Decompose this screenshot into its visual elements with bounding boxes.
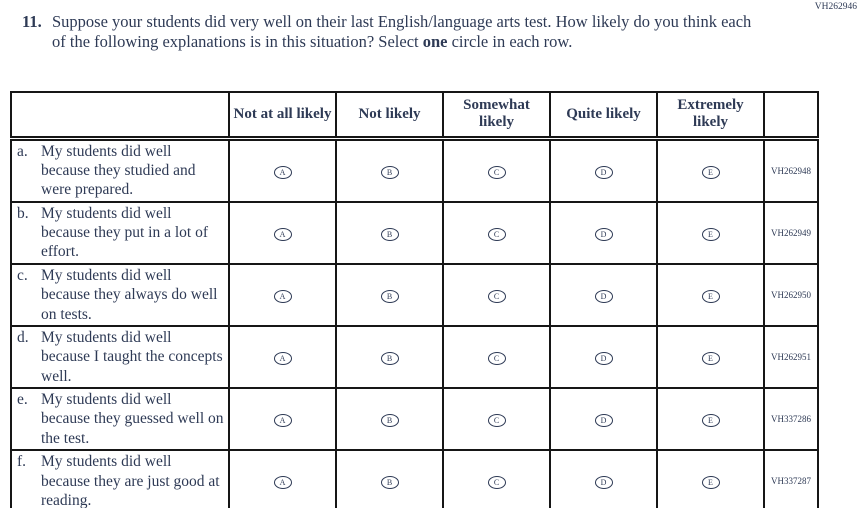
answer-circle-c-C[interactable]: C (488, 290, 506, 303)
statement-cell (11, 388, 229, 450)
answer-circle-d-B[interactable]: B (381, 352, 399, 365)
option-cell (550, 138, 657, 202)
option-cell (336, 138, 443, 202)
option-cell (229, 264, 336, 326)
answer-circle-d-E[interactable]: E (702, 352, 720, 365)
answer-circle-f-B[interactable]: B (381, 476, 399, 489)
answer-circle-d-D[interactable]: D (595, 352, 613, 365)
statement-cell (11, 326, 229, 388)
option-cell (443, 202, 550, 264)
row-item-code: VH262949 (764, 202, 818, 264)
option-cell (336, 202, 443, 264)
answer-circle-e-D[interactable]: D (595, 414, 613, 427)
option-cell (550, 450, 657, 508)
option-cell (336, 450, 443, 508)
header-statement-blank (11, 92, 229, 138)
answer-circle-f-C[interactable]: C (488, 476, 506, 489)
option-cell (229, 450, 336, 508)
row-statement: My students did well because they always do well on tests. (41, 266, 218, 323)
col-header-somewhat-likely: Somewhat likely (443, 92, 550, 138)
row-item-code: VH262948 (764, 138, 818, 202)
table-row-d (11, 326, 818, 388)
row-letter: c. (17, 266, 28, 284)
option-cell (550, 264, 657, 326)
option-cell (336, 388, 443, 450)
option-cell (443, 388, 550, 450)
option-cell (550, 202, 657, 264)
answer-circle-d-C[interactable]: C (488, 352, 506, 365)
option-cell (550, 326, 657, 388)
option-cell (657, 264, 764, 326)
option-cell (657, 450, 764, 508)
answer-circle-e-C[interactable]: C (488, 414, 506, 427)
statement-cell (11, 138, 229, 202)
answer-circle-b-E[interactable]: E (702, 228, 720, 241)
statement-cell (11, 202, 229, 264)
row-statement: My students did well because they guessed well on the test. (41, 391, 224, 447)
answer-circle-c-B[interactable]: B (381, 290, 399, 303)
option-cell (550, 388, 657, 450)
question-text-main: Suppose your students did very well on their last English/language arts test. How likely do you think each of the following explanations is in this situation? Select (52, 12, 752, 52)
row-letter: a. (17, 142, 28, 160)
col-header-not-likely: Not likely (336, 92, 443, 138)
row-item-code: VH337286 (764, 388, 818, 450)
row-statement: My students did well because they studied and were prepared. (41, 142, 196, 199)
answer-circle-a-D[interactable]: D (595, 166, 613, 179)
row-letter: e. (17, 391, 28, 408)
header-row (11, 92, 818, 138)
row-item-code: VH262950 (764, 264, 818, 326)
option-cell (657, 202, 764, 264)
option-cell (229, 202, 336, 264)
table-row-f (11, 450, 818, 508)
answer-circle-c-D[interactable]: D (595, 290, 613, 303)
statement-cell (11, 264, 229, 326)
option-cell (443, 450, 550, 508)
row-statement: My students did well because I taught the concepts well. (41, 328, 223, 385)
option-cell (229, 138, 336, 202)
row-item-code: VH262951 (764, 326, 818, 388)
option-cell (229, 326, 336, 388)
answer-circle-c-A[interactable]: A (274, 290, 292, 303)
table-row-b (11, 202, 818, 264)
option-cell (229, 388, 336, 450)
option-cell (657, 138, 764, 202)
answer-circle-a-A[interactable]: A (274, 166, 292, 179)
col-header-quite-likely: Quite likely (550, 92, 657, 138)
header-code-blank (764, 92, 818, 138)
question-text-suffix: circle in each row. (447, 32, 573, 52)
option-cell (657, 388, 764, 450)
row-statement: My students did well because they are just good at reading. (41, 453, 220, 508)
row-letter: f. (17, 453, 27, 471)
answer-circle-a-E[interactable]: E (702, 166, 720, 179)
option-cell (336, 326, 443, 388)
answer-circle-b-D[interactable]: D (595, 228, 613, 241)
answer-circle-d-A[interactable]: A (274, 352, 292, 365)
option-cell (443, 138, 550, 202)
row-item-code: VH337287 (764, 450, 818, 508)
answer-circle-f-E[interactable]: E (702, 476, 720, 489)
answer-circle-c-E[interactable]: E (702, 290, 720, 303)
answer-circle-e-A[interactable]: A (274, 414, 292, 427)
answer-circle-b-A[interactable]: A (274, 228, 292, 241)
answer-circle-f-A[interactable]: A (274, 476, 292, 489)
page-item-code: VH262946 (814, 2, 857, 12)
answer-circle-a-C[interactable]: C (488, 166, 506, 179)
answer-circle-f-D[interactable]: D (595, 476, 613, 489)
question-text-emphasis: one (422, 32, 448, 52)
row-letter: d. (17, 328, 29, 346)
option-cell (443, 326, 550, 388)
question-block (22, 12, 752, 52)
question-number: 11. (22, 12, 42, 31)
option-cell (443, 264, 550, 326)
question-text (52, 12, 752, 52)
col-header-not-at-all-likely: Not at all likely (229, 92, 336, 138)
statement-cell (11, 450, 229, 508)
option-cell (336, 264, 443, 326)
answer-circle-e-E[interactable]: E (702, 414, 720, 427)
table-row-a (11, 138, 818, 202)
answer-circle-a-B[interactable]: B (381, 166, 399, 179)
table-row-e (11, 388, 818, 450)
row-statement: My students did well because they put in a lot of effort. (41, 204, 209, 261)
table-row-c (11, 264, 818, 326)
option-cell (657, 326, 764, 388)
row-letter: b. (17, 204, 29, 222)
col-header-extremely-likely: Extremely likely (657, 92, 764, 138)
answer-circle-e-B[interactable]: B (381, 414, 399, 427)
answer-circle-b-C[interactable]: C (488, 228, 506, 241)
answer-circle-b-B[interactable]: B (381, 228, 399, 241)
likelihood-table (10, 91, 819, 508)
